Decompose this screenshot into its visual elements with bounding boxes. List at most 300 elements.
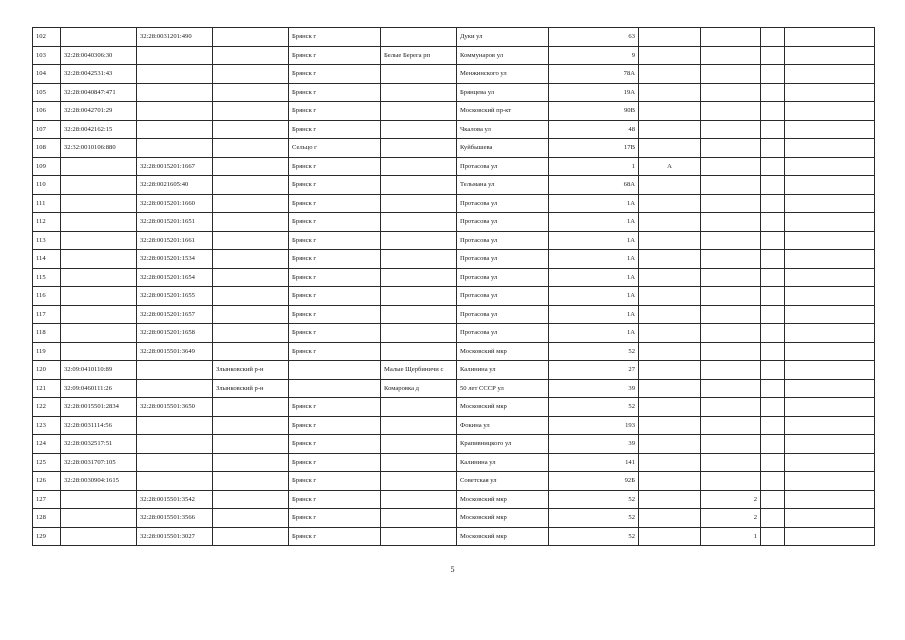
building-cell <box>701 379 761 398</box>
cadastral-number-room-cell: 32:28:0015201:1660 <box>137 194 213 213</box>
row-number-cell: 121 <box>33 379 61 398</box>
house-letter-cell <box>639 231 701 250</box>
empty-cell <box>785 379 875 398</box>
extra-cell <box>761 435 785 454</box>
table-row <box>33 342 875 361</box>
settlement-cell <box>381 213 457 232</box>
empty-cell <box>785 102 875 121</box>
empty-cell <box>785 231 875 250</box>
building-cell <box>701 28 761 47</box>
table-row <box>33 194 875 213</box>
building-cell <box>701 342 761 361</box>
extra-cell <box>761 472 785 491</box>
row-number-cell: 108 <box>33 139 61 158</box>
table-row <box>33 435 875 454</box>
cadastral-number-room-cell <box>137 379 213 398</box>
extra-cell <box>761 361 785 380</box>
cadastral-number-cell <box>61 509 137 528</box>
cadastral-number-room-cell: 32:28:0015201:1658 <box>137 324 213 343</box>
extra-cell <box>761 250 785 269</box>
extra-cell <box>761 231 785 250</box>
registry-table <box>32 27 875 546</box>
street-cell: Протасова ул <box>457 194 549 213</box>
street-cell: Протасова ул <box>457 231 549 250</box>
empty-cell <box>785 342 875 361</box>
empty-cell <box>785 453 875 472</box>
cadastral-number-cell <box>61 268 137 287</box>
cadastral-number-cell: 32:28:0031707:105 <box>61 453 137 472</box>
cadastral-number-room-cell: 32:28:0015501:3566 <box>137 509 213 528</box>
row-number-cell: 114 <box>33 250 61 269</box>
district-cell <box>213 324 289 343</box>
extra-cell <box>761 490 785 509</box>
cadastral-number-room-cell <box>137 83 213 102</box>
city-cell: Брянск г <box>289 268 381 287</box>
city-cell: Брянск г <box>289 176 381 195</box>
building-cell <box>701 398 761 417</box>
extra-cell <box>761 139 785 158</box>
settlement-cell <box>381 120 457 139</box>
house-letter-cell <box>639 342 701 361</box>
district-cell <box>213 250 289 269</box>
street-cell: Калинина ул <box>457 453 549 472</box>
house-number-cell: 52 <box>549 527 639 546</box>
cadastral-number-cell <box>61 157 137 176</box>
registry-table-body <box>33 28 875 546</box>
cadastral-number-cell: 32:28:0042531:43 <box>61 65 137 84</box>
row-number-cell: 107 <box>33 120 61 139</box>
building-cell: 2 <box>701 490 761 509</box>
house-number-cell: 9 <box>549 46 639 65</box>
table-row <box>33 324 875 343</box>
table-row <box>33 416 875 435</box>
house-letter-cell <box>639 28 701 47</box>
street-cell: Московский мкр <box>457 490 549 509</box>
extra-cell <box>761 453 785 472</box>
settlement-cell <box>381 490 457 509</box>
table-row <box>33 250 875 269</box>
house-number-cell: 39 <box>549 379 639 398</box>
house-number-cell: 52 <box>549 490 639 509</box>
extra-cell <box>761 213 785 232</box>
house-letter-cell <box>639 398 701 417</box>
street-cell: Московский пр-кт <box>457 102 549 121</box>
settlement-cell <box>381 231 457 250</box>
district-cell <box>213 268 289 287</box>
cadastral-number-cell <box>61 305 137 324</box>
house-number-cell: 1 <box>549 157 639 176</box>
cadastral-number-cell: 32:28:0031114:56 <box>61 416 137 435</box>
building-cell <box>701 231 761 250</box>
district-cell <box>213 472 289 491</box>
district-cell: Злынковский р-н <box>213 361 289 380</box>
house-number-cell: 193 <box>549 416 639 435</box>
city-cell: Брянск г <box>289 65 381 84</box>
settlement-cell <box>381 65 457 84</box>
district-cell <box>213 102 289 121</box>
row-number-cell: 127 <box>33 490 61 509</box>
city-cell: Брянск г <box>289 472 381 491</box>
building-cell <box>701 361 761 380</box>
house-number-cell: 1А <box>549 231 639 250</box>
city-cell: Брянск г <box>289 83 381 102</box>
empty-cell <box>785 83 875 102</box>
house-letter-cell <box>639 490 701 509</box>
district-cell <box>213 453 289 472</box>
city-cell: Брянск г <box>289 527 381 546</box>
house-number-cell: 52 <box>549 342 639 361</box>
empty-cell <box>785 398 875 417</box>
district-cell <box>213 157 289 176</box>
cadastral-number-room-cell <box>137 435 213 454</box>
table-row <box>33 102 875 121</box>
district-cell <box>213 176 289 195</box>
empty-cell <box>785 472 875 491</box>
settlement-cell <box>381 527 457 546</box>
district-cell <box>213 509 289 528</box>
building-cell <box>701 305 761 324</box>
row-number-cell: 124 <box>33 435 61 454</box>
city-cell: Сельцо г <box>289 139 381 158</box>
city-cell: Брянск г <box>289 509 381 528</box>
building-cell: 1 <box>701 527 761 546</box>
street-cell: Протасова ул <box>457 287 549 306</box>
street-cell: Куйбышева <box>457 139 549 158</box>
table-row <box>33 231 875 250</box>
street-cell: Фокина ул <box>457 416 549 435</box>
extra-cell <box>761 28 785 47</box>
house-number-cell: 1А <box>549 250 639 269</box>
house-number-cell: 141 <box>549 453 639 472</box>
settlement-cell <box>381 250 457 269</box>
empty-cell <box>785 120 875 139</box>
row-number-cell: 104 <box>33 65 61 84</box>
settlement-cell <box>381 472 457 491</box>
cadastral-number-cell: 32:28:0030904:1615 <box>61 472 137 491</box>
extra-cell <box>761 268 785 287</box>
district-cell <box>213 120 289 139</box>
house-number-cell: 52 <box>549 398 639 417</box>
row-number-cell: 110 <box>33 176 61 195</box>
settlement-cell <box>381 398 457 417</box>
settlement-cell <box>381 102 457 121</box>
extra-cell <box>761 65 785 84</box>
house-letter-cell <box>639 83 701 102</box>
city-cell <box>289 379 381 398</box>
extra-cell <box>761 416 785 435</box>
cadastral-number-cell <box>61 231 137 250</box>
cadastral-number-room-cell: 32:28:0015201:1651 <box>137 213 213 232</box>
district-cell <box>213 287 289 306</box>
cadastral-number-cell <box>61 213 137 232</box>
building-cell <box>701 139 761 158</box>
table-row <box>33 46 875 65</box>
building-cell <box>701 416 761 435</box>
building-cell <box>701 435 761 454</box>
settlement-cell: Малые Щербиничи с <box>381 361 457 380</box>
settlement-cell <box>381 435 457 454</box>
settlement-cell <box>381 509 457 528</box>
cadastral-number-room-cell <box>137 361 213 380</box>
building-cell <box>701 268 761 287</box>
building-cell <box>701 472 761 491</box>
table-row <box>33 490 875 509</box>
house-letter-cell <box>639 435 701 454</box>
cadastral-number-cell: 32:28:0042701:29 <box>61 102 137 121</box>
extra-cell <box>761 342 785 361</box>
table-row <box>33 176 875 195</box>
house-number-cell: 90В <box>549 102 639 121</box>
cadastral-number-cell: 32:28:0042162:15 <box>61 120 137 139</box>
cadastral-number-cell <box>61 490 137 509</box>
house-number-cell: 1А <box>549 305 639 324</box>
row-number-cell: 103 <box>33 46 61 65</box>
extra-cell <box>761 398 785 417</box>
city-cell: Брянск г <box>289 324 381 343</box>
street-cell: Протасова ул <box>457 157 549 176</box>
house-letter-cell <box>639 176 701 195</box>
building-cell <box>701 102 761 121</box>
house-letter-cell <box>639 46 701 65</box>
settlement-cell <box>381 28 457 47</box>
table-row <box>33 287 875 306</box>
district-cell <box>213 435 289 454</box>
district-cell <box>213 342 289 361</box>
table-row <box>33 157 875 176</box>
cadastral-number-room-cell: 32:28:0031201:490 <box>137 28 213 47</box>
house-letter-cell <box>639 120 701 139</box>
row-number-cell: 125 <box>33 453 61 472</box>
settlement-cell <box>381 139 457 158</box>
street-cell: Протасова ул <box>457 213 549 232</box>
row-number-cell: 105 <box>33 83 61 102</box>
table-row <box>33 379 875 398</box>
city-cell: Брянск г <box>289 120 381 139</box>
cadastral-number-cell <box>61 194 137 213</box>
empty-cell <box>785 305 875 324</box>
cadastral-number-cell: 32:28:0040306:30 <box>61 46 137 65</box>
street-cell: Московский мкр <box>457 342 549 361</box>
city-cell: Брянск г <box>289 287 381 306</box>
table-row <box>33 120 875 139</box>
district-cell <box>213 83 289 102</box>
house-letter-cell <box>639 213 701 232</box>
house-number-cell: 52 <box>549 509 639 528</box>
row-number-cell: 118 <box>33 324 61 343</box>
cadastral-number-cell <box>61 28 137 47</box>
extra-cell <box>761 83 785 102</box>
row-number-cell: 102 <box>33 28 61 47</box>
house-letter-cell <box>639 527 701 546</box>
building-cell <box>701 250 761 269</box>
empty-cell <box>785 28 875 47</box>
settlement-cell: Комаровка д <box>381 379 457 398</box>
row-number-cell: 112 <box>33 213 61 232</box>
cadastral-number-room-cell: 32:28:0015201:1657 <box>137 305 213 324</box>
street-cell: Крапивницкого ул <box>457 435 549 454</box>
cadastral-number-room-cell <box>137 102 213 121</box>
city-cell: Брянск г <box>289 194 381 213</box>
house-number-cell: 19А <box>549 83 639 102</box>
house-number-cell: 63 <box>549 28 639 47</box>
city-cell <box>289 361 381 380</box>
extra-cell <box>761 324 785 343</box>
table-row <box>33 213 875 232</box>
street-cell: Дуки ул <box>457 28 549 47</box>
city-cell: Брянск г <box>289 342 381 361</box>
cadastral-number-room-cell <box>137 65 213 84</box>
street-cell: Советская ул <box>457 472 549 491</box>
empty-cell <box>785 65 875 84</box>
table-row <box>33 305 875 324</box>
table-row <box>33 453 875 472</box>
empty-cell <box>785 490 875 509</box>
building-cell <box>701 157 761 176</box>
house-letter-cell <box>639 324 701 343</box>
cadastral-number-cell <box>61 324 137 343</box>
street-cell: Протасова ул <box>457 250 549 269</box>
city-cell: Брянск г <box>289 250 381 269</box>
settlement-cell <box>381 268 457 287</box>
building-cell <box>701 176 761 195</box>
row-number-cell: 113 <box>33 231 61 250</box>
table-row <box>33 65 875 84</box>
house-letter-cell <box>639 379 701 398</box>
city-cell: Брянск г <box>289 231 381 250</box>
house-letter-cell <box>639 287 701 306</box>
cadastral-number-room-cell <box>137 46 213 65</box>
city-cell: Брянск г <box>289 435 381 454</box>
house-number-cell: 17В <box>549 139 639 158</box>
row-number-cell: 116 <box>33 287 61 306</box>
row-number-cell: 123 <box>33 416 61 435</box>
city-cell: Брянск г <box>289 157 381 176</box>
cadastral-number-room-cell: 32:28:0015501:3027 <box>137 527 213 546</box>
street-cell: Коммунаров ул <box>457 46 549 65</box>
district-cell <box>213 398 289 417</box>
city-cell: Брянск г <box>289 305 381 324</box>
row-number-cell: 126 <box>33 472 61 491</box>
district-cell <box>213 194 289 213</box>
cadastral-number-cell <box>61 287 137 306</box>
house-number-cell: 1А <box>549 268 639 287</box>
city-cell: Брянск г <box>289 46 381 65</box>
extra-cell <box>761 379 785 398</box>
empty-cell <box>785 435 875 454</box>
table-row <box>33 527 875 546</box>
empty-cell <box>785 324 875 343</box>
cadastral-number-room-cell <box>137 139 213 158</box>
empty-cell <box>785 250 875 269</box>
cadastral-number-room-cell <box>137 416 213 435</box>
cadastral-number-room-cell <box>137 472 213 491</box>
extra-cell <box>761 287 785 306</box>
table-row <box>33 472 875 491</box>
settlement-cell <box>381 157 457 176</box>
house-number-cell: 48 <box>549 120 639 139</box>
house-letter-cell <box>639 509 701 528</box>
building-cell <box>701 65 761 84</box>
table-row <box>33 268 875 287</box>
cadastral-number-cell: 32:09:0460111:26 <box>61 379 137 398</box>
house-number-cell: 39 <box>549 435 639 454</box>
extra-cell <box>761 102 785 121</box>
row-number-cell: 117 <box>33 305 61 324</box>
row-number-cell: 128 <box>33 509 61 528</box>
row-number-cell: 115 <box>33 268 61 287</box>
cadastral-number-room-cell: 32:28:0015501:3542 <box>137 490 213 509</box>
building-cell <box>701 324 761 343</box>
house-number-cell: 27 <box>549 361 639 380</box>
district-cell <box>213 416 289 435</box>
house-letter-cell <box>639 361 701 380</box>
street-cell: Московский мкр <box>457 527 549 546</box>
row-number-cell: 109 <box>33 157 61 176</box>
table-row <box>33 28 875 47</box>
city-cell: Брянск г <box>289 213 381 232</box>
table-row <box>33 83 875 102</box>
street-cell: Тельмана ул <box>457 176 549 195</box>
empty-cell <box>785 213 875 232</box>
empty-cell <box>785 527 875 546</box>
street-cell: Московский мкр <box>457 398 549 417</box>
building-cell <box>701 194 761 213</box>
street-cell: 50 лет СССР ул <box>457 379 549 398</box>
settlement-cell <box>381 342 457 361</box>
house-letter-cell <box>639 453 701 472</box>
empty-cell <box>785 287 875 306</box>
district-cell <box>213 213 289 232</box>
city-cell: Брянск г <box>289 453 381 472</box>
cadastral-number-room-cell: 32:28:0015501:3650 <box>137 398 213 417</box>
building-cell: 2 <box>701 509 761 528</box>
building-cell <box>701 453 761 472</box>
cadastral-number-cell: 32:32:0010106:880 <box>61 139 137 158</box>
house-number-cell: 1А <box>549 194 639 213</box>
extra-cell <box>761 509 785 528</box>
empty-cell <box>785 139 875 158</box>
settlement-cell <box>381 453 457 472</box>
street-cell: Калинина ул <box>457 361 549 380</box>
cadastral-number-cell <box>61 342 137 361</box>
cadastral-number-room-cell: 32:28:0015201:1655 <box>137 287 213 306</box>
empty-cell <box>785 416 875 435</box>
table-row <box>33 398 875 417</box>
house-letter-cell <box>639 139 701 158</box>
house-number-cell: 1А <box>549 213 639 232</box>
building-cell <box>701 46 761 65</box>
row-number-cell: 122 <box>33 398 61 417</box>
cadastral-number-cell: 32:09:0410110:89 <box>61 361 137 380</box>
row-number-cell: 106 <box>33 102 61 121</box>
cadastral-number-room-cell: 32:28:0015201:1534 <box>137 250 213 269</box>
city-cell: Брянск г <box>289 28 381 47</box>
house-letter-cell <box>639 268 701 287</box>
table-row <box>33 139 875 158</box>
street-cell: Брянцева ул <box>457 83 549 102</box>
house-letter-cell <box>639 305 701 324</box>
house-letter-cell <box>639 472 701 491</box>
empty-cell <box>785 194 875 213</box>
city-cell: Брянск г <box>289 102 381 121</box>
extra-cell <box>761 194 785 213</box>
cadastral-number-room-cell <box>137 120 213 139</box>
row-number-cell: 129 <box>33 527 61 546</box>
cadastral-number-cell <box>61 176 137 195</box>
settlement-cell <box>381 305 457 324</box>
settlement-cell <box>381 83 457 102</box>
house-letter-cell: А <box>639 157 701 176</box>
